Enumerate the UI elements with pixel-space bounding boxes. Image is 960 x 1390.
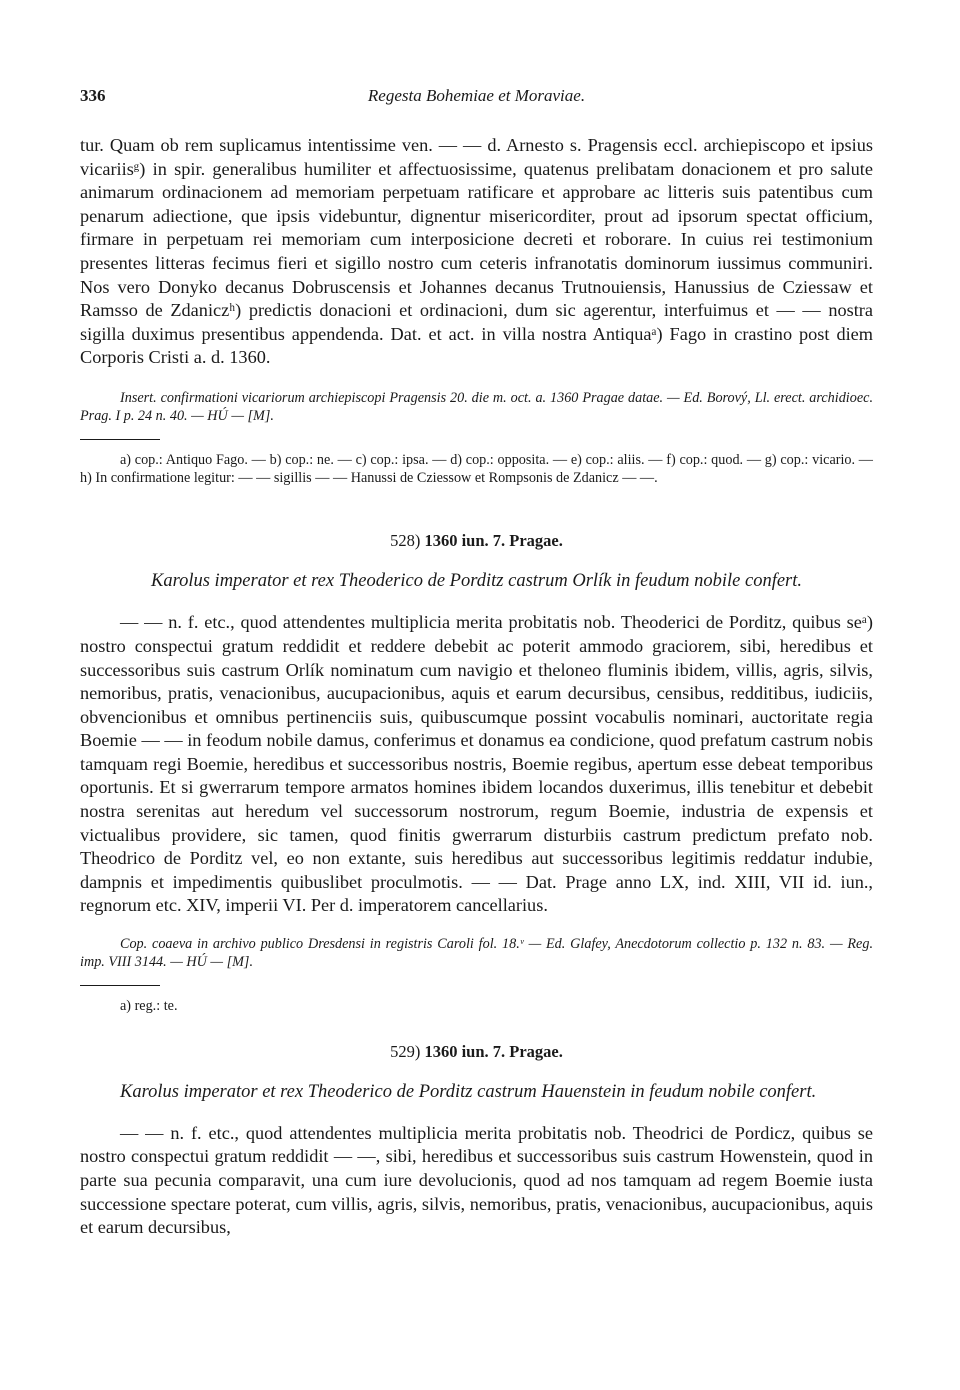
doc528-date-place: 1360 iun. 7. Pragae. xyxy=(424,531,563,551)
doc527-footnotes: a) cop.: Antiquo Fago. — b) cop.: ne. — c) cop.: ipsa. — d) cop.: opposita. — e) cop.: aliis. — f) cop.: quod. — g) cop.: vicario. — h) In confirmatione legitur: — — sigillis — — Hanussi de Cziessow et Rompsonis de Zdanicz — —. xyxy=(80,452,873,486)
doc528-source-note: Cop. coaeva in archivo publico Dresdensi in registris Caroli fol. 18.ᵛ — Ed. Glafey, Anecdotorum collectio p. 132 n. 83. — Reg. imp. VIII 3144. — HÚ — [M]. xyxy=(80,936,873,970)
page-number: 336 xyxy=(80,86,106,105)
doc529-text: — — n. f. etc., quod attendentes multiplicia merita probitatis nob. Theodrici de Pordicz, quibus se nostro conspectui gratum reddidit — —, sibi, heredibus et successoribus suis castrum Howenstein, quod in parte sua pecunia comparavit, una cum iure devolucionis, quod ad nos tamquam ad regem Boemie iusta successione spectare poterat, cum villis, agris, silvis, nemoribus, pratis, venacionibus, aucupacionibus, aquis et earum decursibus, xyxy=(80,1122,873,1238)
doc529-date-place: 1360 iun. 7. Pragae. xyxy=(424,1041,563,1061)
footnote-divider xyxy=(80,439,160,440)
doc529-summary: Karolus imperator et rex Theoderico de Porditz castrum Hauenstein in feudum nobile confert. xyxy=(120,1081,817,1102)
doc527-source-note: Insert. confirmationi vicariorum archiepiscopi Pragensis 20. die m. oct. a. 1360 Pragae datae. — Ed. Borový, Ll. erect. archidioec. Prag. I p. 24 n. 40. — HÚ — [M]. xyxy=(80,389,873,424)
running-head: Regesta Bohemiae et Moraviae. xyxy=(367,86,586,105)
doc528-heading xyxy=(80,531,873,551)
doc528-number: 528) xyxy=(390,531,421,551)
document-page xyxy=(80,86,873,1240)
doc529-heading xyxy=(80,1042,873,1062)
doc528-footnotes: a) reg.: te. xyxy=(120,998,178,1015)
footnote-divider xyxy=(80,985,160,986)
doc528-text: — — n. f. etc., quod attendentes multiplicia merita probitatis nob. Theoderici de Porditz, quibus seᵃ) nostro conspectui gratum reddidit et reddere debebit ac poterit ammodo graciorem, sibi, heredibus et successoribus suis castrum Orlík nominatum cum navigio et theloneo fluminis ibidem, villis, agris, silvis, nemoribus, pratis, venacionibus, aucupacionibus, aquis et earum decursibus, censibus, redditibus, iudiciis, obvencionibus et omnibus pertinenciis suis, quibuscumque possint vocabulis nominari, auctoritate regia Boemie — — in feodum nobile damus, conferimus et donamus ea condicione, quod prefatum castrum nobis tamquam regi Boemie, heredibus et successoribus nostris, Boemie regibus, apertum esse debeat temporibus oportunis. Et si gwerrarum tempore armatos homines ibidem locandos duxerimus, illis tenebitur et debebit nostra serenitas aut heredum vel successorum nostrorum, regum Boemie, industria de expensis et victualibus providere, sic tamen, quod finitis gwerrarum disturbiis castrum predictum prefato nob. Theodrico de Porditz vel, eo non extante, suis heredibus aut successoribus legitimis reddatur indubie, dampnis et impedimentis quibuslibet proculmotis. — — Dat. Prage anno LX, ind. XIII, VII id. iun., regnorum etc. XIV, imperii VI. Per d. imperatorem cancellarius. xyxy=(80,612,873,916)
doc528-summary: Karolus imperator et rex Theoderico de Porditz castrum Orlík in feudum nobile confert. xyxy=(150,571,803,592)
doc527-text: tur. Quam ob rem suplicamus intentissime ven. — — d. Arnesto s. Pragensis eccl. archiepiscopo et ipsius vicariisᵍ) in spir. generalibus humiliter et affectuosissime, quatenus prelibatam donacionem et pro salute animarum ordinacionem ad memoriam perpetuam ratificare et approbare ac litteris suis patentibus cum penarum adiectione, que ipsis videbuntur, dignentur misericorditer, prout ad ipsorum spectat officium, firmare in perpetuam rei memoriam cum interposicione decreti et roborare. In cuius rei testimonium presentes litteras fecimus fieri et sigillo nostro cum ceteris infranotatis dominorum iussimus communiri. Nos vero Donyko decanus Dobruscensis et Johannes decanus Trutnouiensis, Hanussius de Cziessaw et Ramsso de Zdaniczʰ) predictis donacioni et ordinacioni, dum sic agerentur, interfuimus et — — nostra sigilla duximus presentibus appendenda. Dat. et act. in villa nostra Antiquaᵃ) Fago in crastino post diem Corporis Cristi a. d. 1360. xyxy=(80,135,873,368)
page-header xyxy=(80,86,873,108)
doc529-number: 529) xyxy=(390,1041,421,1061)
